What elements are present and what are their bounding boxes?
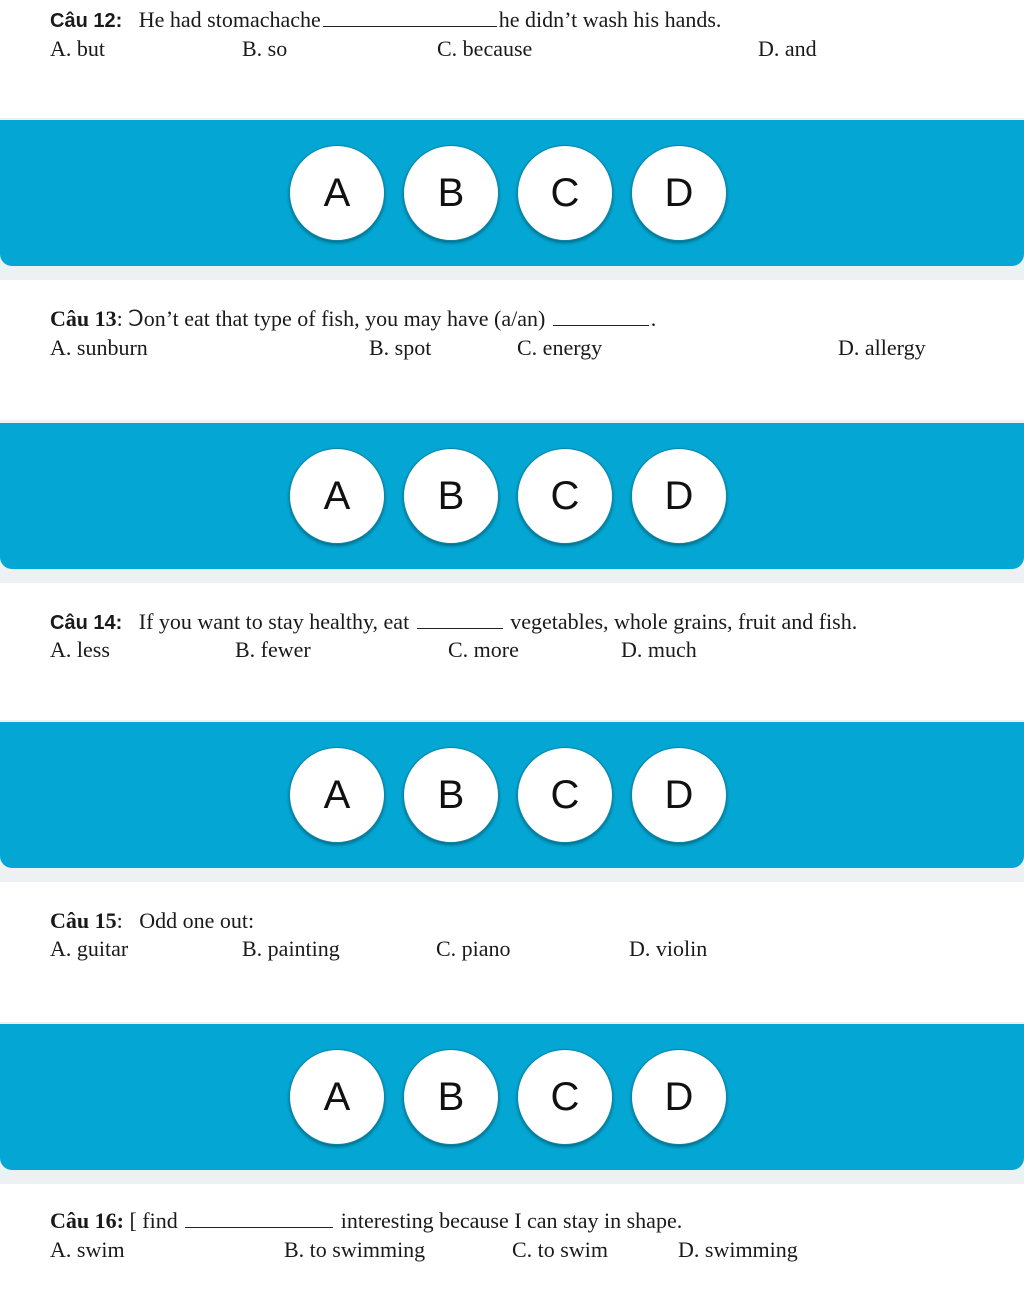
answer-button-b[interactable]: B — [403, 448, 499, 544]
answer-button-c[interactable]: C — [517, 145, 613, 241]
question-text — [50, 907, 254, 935]
answer-blank — [417, 610, 503, 629]
answer-button-d[interactable]: D — [631, 747, 727, 843]
answer-button-c[interactable]: C — [517, 747, 613, 843]
answer-button-d[interactable]: D — [631, 1049, 727, 1145]
option-c: C. more — [448, 637, 519, 662]
question-stem-after: he didn’t wash his hands. — [498, 7, 722, 32]
option-b: B. fewer — [235, 637, 311, 662]
option-a: A. but — [50, 36, 105, 61]
option-a: A. guitar — [50, 936, 129, 961]
answer-band-14 — [0, 722, 1024, 868]
answer-button-d[interactable]: D — [631, 145, 727, 241]
question-stem-before: He had stomachache — [138, 7, 321, 32]
question-stem-before: If you want to stay healthy, eat — [138, 609, 410, 634]
question-stem-before: Odd one out: — [139, 908, 255, 933]
question-card-12 — [0, 0, 1024, 118]
answer-band-13 — [0, 423, 1024, 569]
question-text — [50, 1207, 682, 1235]
question-label: Câu 15 — [50, 908, 117, 933]
answer-blank — [553, 307, 649, 326]
option-a: A. sunburn — [50, 335, 148, 360]
answer-button-a[interactable]: A — [289, 747, 385, 843]
question-label: Câu 12: — [50, 10, 123, 32]
option-b: B. to swimming — [284, 1237, 426, 1262]
question-stem-before: Ↄon’t eat that type of fish, you may have (a/an) — [128, 306, 546, 331]
answer-button-b[interactable]: B — [403, 145, 499, 241]
answer-button-a[interactable]: A — [289, 145, 385, 241]
answer-button-b[interactable]: B — [403, 747, 499, 843]
option-b: B. painting — [242, 936, 340, 961]
question-stem-after: interesting because I can stay in shape. — [340, 1208, 683, 1233]
question-text — [50, 6, 721, 35]
option-d: D. much — [621, 637, 697, 662]
option-d: D. allergy — [838, 335, 926, 360]
option-a: A. swim — [50, 1237, 125, 1262]
option-d: D. violin — [629, 936, 708, 961]
option-d: D. and — [758, 36, 817, 61]
option-b: B. spot — [369, 335, 432, 360]
answer-button-c[interactable]: C — [517, 448, 613, 544]
question-text — [50, 305, 656, 333]
question-label: Câu 14: — [50, 612, 123, 634]
question-card-16 — [0, 1184, 1024, 1294]
answer-button-a[interactable]: A — [289, 1049, 385, 1145]
answer-blank — [185, 1209, 333, 1228]
option-c: C. because — [437, 36, 533, 61]
question-stem-after: . — [650, 306, 657, 331]
answer-button-b[interactable]: B — [403, 1049, 499, 1145]
option-c: C. energy — [517, 335, 603, 360]
option-c: C. piano — [436, 936, 511, 961]
question-label-suffix: : — [116, 908, 123, 933]
question-card-14 — [0, 583, 1024, 720]
option-b: B. so — [242, 36, 288, 61]
answer-button-a[interactable]: A — [289, 448, 385, 544]
question-stem-before: [ find — [129, 1208, 178, 1233]
question-text — [50, 608, 857, 637]
answer-button-c[interactable]: C — [517, 1049, 613, 1145]
question-label-suffix: : — [116, 306, 123, 331]
question-stem-after: vegetables, whole grains, fruit and fish. — [510, 609, 858, 634]
answer-button-d[interactable]: D — [631, 448, 727, 544]
answer-band-15 — [0, 1024, 1024, 1170]
option-a: A. less — [50, 637, 110, 662]
option-d: D. swimming — [678, 1237, 798, 1262]
answer-blank — [323, 8, 497, 27]
answer-band-12 — [0, 120, 1024, 266]
question-card-15 — [0, 882, 1024, 1022]
question-label: Câu 13 — [50, 306, 117, 331]
question-label: Câu 16: — [50, 1208, 124, 1233]
question-card-13 — [0, 280, 1024, 420]
option-c: C. to swim — [512, 1237, 608, 1262]
